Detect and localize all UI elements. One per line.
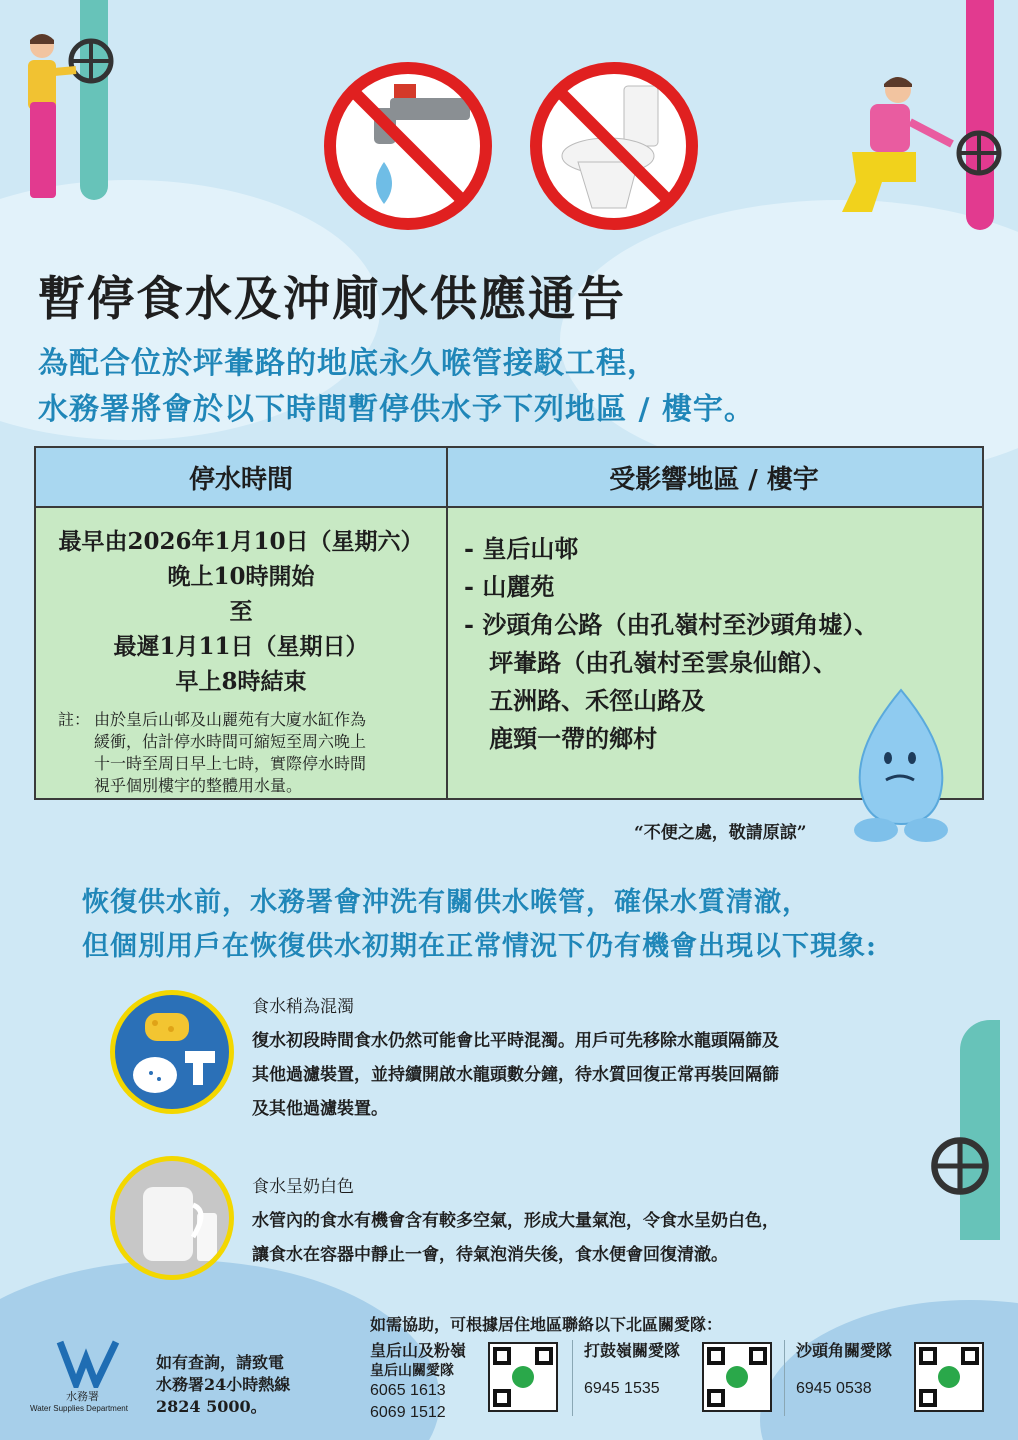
- team-name: 皇后山及粉嶺: [370, 1341, 467, 1360]
- team-phone: 6945 1535: [584, 1380, 660, 1397]
- item-line: 及其他過濾裝置。: [252, 1099, 388, 1119]
- logo-en: Water Supplies Department: [30, 1404, 128, 1413]
- area-item: - 沙頭角公路（由孔嶺村至沙頭角墟）、: [464, 610, 879, 639]
- note-line: 緩衝，估計停水時間可縮短至周六晚上: [94, 732, 367, 751]
- water-drop-mascot: [846, 684, 956, 844]
- team-name: 打鼓嶺關愛隊: [584, 1341, 681, 1360]
- no-toilet-flush-icon: [526, 58, 702, 234]
- milky-water-icon: [110, 1156, 234, 1280]
- team-phone: 6065 1613: [370, 1382, 446, 1399]
- valve-wheel-icon: [928, 1134, 992, 1198]
- enquiry-line: 水務署24小時熱線: [156, 1375, 291, 1394]
- qr-code[interactable]: [488, 1342, 558, 1412]
- cloudy-water-icon: [110, 990, 234, 1114]
- notice-table: [34, 446, 984, 800]
- team-name: 沙頭角關愛隊: [796, 1341, 893, 1360]
- time-line: 早上8時結束: [175, 668, 307, 695]
- area-item: 鹿頸一帶的鄉村: [464, 724, 658, 753]
- area-item: 五洲路、禾徑山路及: [464, 686, 706, 715]
- no-tap-water-icon: [320, 58, 496, 234]
- note-line: 由於皇后山邨及山麗苑有大廈水缸作為: [94, 710, 367, 729]
- area-item: - 山麗苑: [464, 572, 555, 601]
- qr-code[interactable]: [702, 1342, 772, 1412]
- subtitle-line-2: 水務署將會於以下時間暫停供水予下列地區 / 樓宇。: [38, 392, 755, 427]
- wsd-logo: [56, 1338, 120, 1388]
- area-item: - 皇后山邨: [464, 534, 579, 563]
- item-title: 食水呈奶白色: [252, 1177, 354, 1197]
- footer-divider: [572, 1340, 573, 1416]
- footer-divider: [784, 1340, 785, 1416]
- pipe-left: [80, 0, 108, 200]
- item-line: 復水初段時間食水仍然可能會比平時混濁。用戶可先移除水龍頭隔篩及: [252, 1031, 779, 1051]
- note-label: 註：: [58, 710, 91, 729]
- team-phone: 6945 0538: [796, 1380, 872, 1397]
- col-header-time: 停水時間: [36, 448, 446, 508]
- logo-cn: 水務署: [66, 1390, 99, 1403]
- time-line: 最早由2026年1月10日（星期六）: [58, 528, 424, 555]
- team-sub: 皇后山關愛隊: [370, 1363, 454, 1379]
- subtitle-line-1: 為配合位於坪輋路的地底永久喉管接駁工程，: [38, 346, 658, 381]
- item-line: 其他過濾裝置，並持續開啟水龍頭數分鐘，待水質回復正常再裝回隔篩: [252, 1065, 779, 1085]
- pipe-right: [966, 0, 994, 230]
- restore-line-1: 恢復供水前，水務署會沖洗有關供水喉管，確保水質清澈，: [82, 887, 810, 918]
- worker-right-illustration: [812, 72, 962, 222]
- pipe-bottom-right: [960, 1020, 1000, 1240]
- item-line: 讓食水在容器中靜止一會，待氣泡消失後，食水便會回復清澈。: [252, 1245, 728, 1265]
- note-line: 十一時至周日早上七時，實際停水時間: [94, 754, 367, 773]
- item-line: 水管內的食水有機會含有較多空氣，形成大量氣泡，令食水呈奶白色，: [252, 1211, 779, 1231]
- area-item: 坪輋路（由孔嶺村至雲泉仙館）、: [464, 648, 838, 677]
- qr-code[interactable]: [914, 1342, 984, 1412]
- note-text: [94, 709, 366, 797]
- enquiry-line: 2824 5000。: [156, 1397, 267, 1416]
- note-block: [36, 709, 446, 797]
- time-line: 最遲1月11日（星期日）: [113, 633, 369, 660]
- time-line: 晚上10時開始: [167, 563, 315, 590]
- restore-line-2: 但個別用戶在恢復供水初期在正常情況下仍有機會出現以下現象:: [82, 931, 877, 962]
- time-cell: [36, 508, 446, 798]
- team-phone: 6069 1512: [370, 1404, 446, 1421]
- col-header-areas: 受影響地區 / 樓宇: [446, 448, 982, 508]
- apology-text: “不便之處，敬請原諒”: [634, 823, 807, 843]
- table-divider: [446, 448, 448, 798]
- item-title: 食水稍為混濁: [252, 997, 354, 1017]
- enquiry-line: 如有查詢，請致電: [156, 1353, 285, 1372]
- worker-left-illustration: [10, 32, 80, 202]
- page-title: 暫停食水及沖廁水供應通告: [38, 272, 626, 327]
- help-heading: 如需協助，可根據居住地區聯絡以下北區關愛隊：: [370, 1315, 723, 1334]
- note-line: 視乎個別樓宇的整體用水量。: [94, 776, 303, 795]
- time-line: 至: [229, 598, 253, 625]
